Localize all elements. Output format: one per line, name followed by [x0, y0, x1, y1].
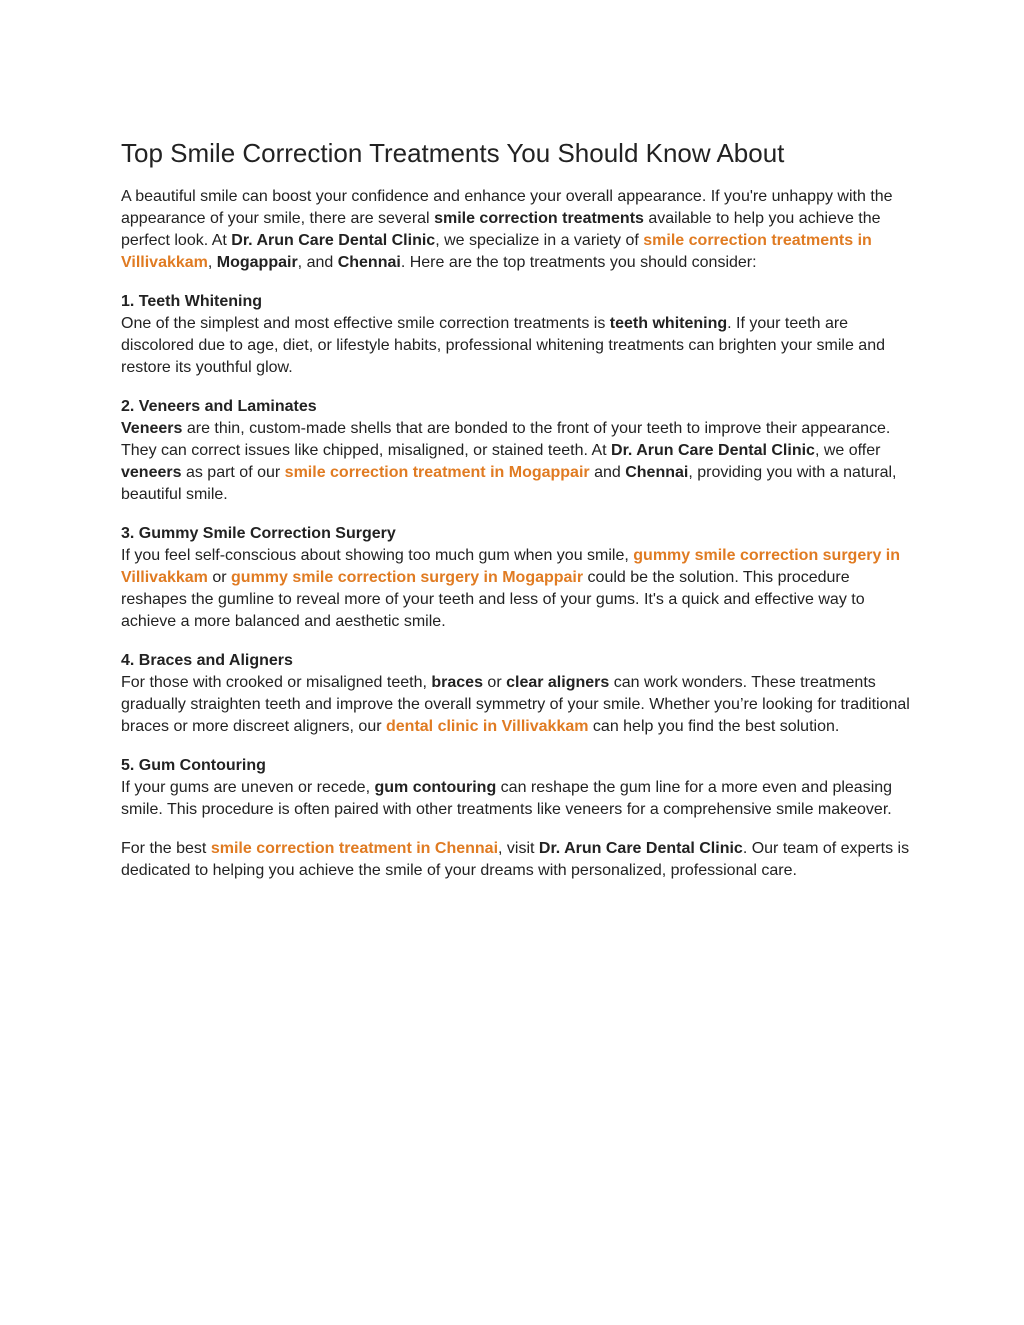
- section-veneers: [121, 396, 911, 506]
- clinic-name: Dr. Arun Care Dental Clinic: [538, 840, 743, 857]
- section-heading: 1. Teeth Whitening: [121, 293, 263, 310]
- section-heading: 2. Veneers and Laminates: [121, 398, 317, 415]
- text: For those with crooked or misaligned teeth,: [121, 674, 432, 691]
- intro-paragraph: [121, 186, 911, 274]
- text: , visit: [498, 840, 539, 857]
- bold-text: veneers: [121, 464, 182, 481]
- section-heading: 4. Braces and Aligners: [121, 652, 293, 669]
- bold-text: gum contouring: [374, 779, 497, 796]
- bold-text: smile correction treatments: [434, 210, 644, 227]
- text: and: [589, 464, 626, 481]
- text: ,: [207, 254, 217, 271]
- text: If you feel self-conscious about showing too much gum when you smile,: [121, 547, 634, 564]
- text: . If your teeth are discolored due to age, diet, or lifestyle habits, professional whitening treatments can brighten your smile and restore its youthful glow.: [121, 315, 885, 376]
- clinic-name: Dr. Arun Care Dental Clinic: [231, 232, 436, 249]
- bold-text: Chennai: [625, 464, 689, 481]
- section-heading: 3. Gummy Smile Correction Surgery: [121, 525, 396, 542]
- text: can work wonders. These treatments gradually straighten teeth and improve the overall symmetry of your smile. Whether you’re looking for traditional braces or more discreet aligners, our: [121, 674, 910, 735]
- text: For the best: [121, 840, 211, 857]
- link-gummy-smile-villivakkam[interactable]: gummy smile correction surgery in Villivakkam: [121, 547, 901, 586]
- text: are thin, custom-made shells that are bonded to the front of your teeth to improve their appearance. They can correct issues like chipped, misaligned, or stained teeth. At: [121, 420, 891, 459]
- text: If your gums are uneven or recede,: [121, 779, 375, 796]
- text: or: [207, 569, 232, 586]
- bold-text: braces: [431, 674, 483, 691]
- bold-text: Chennai: [337, 254, 401, 271]
- closing-paragraph: [121, 838, 911, 882]
- bold-text: Mogappair: [216, 254, 298, 271]
- section-teeth-whitening: [121, 291, 911, 379]
- text: , we specialize in a variety of: [435, 232, 644, 249]
- text: . Our team of experts is dedicated to helping you achieve the smile of your dreams with personalized, professional care.: [121, 840, 910, 879]
- text: One of the simplest and most effective smile correction treatments is: [121, 315, 610, 332]
- section-braces-aligners: [121, 650, 911, 738]
- text: . Here are the top treatments you should consider:: [400, 254, 757, 271]
- bold-text: clear aligners: [506, 674, 610, 691]
- bold-text: teeth whitening: [609, 315, 728, 332]
- text: , providing you with a natural, beautiful smile.: [121, 464, 897, 503]
- section-gummy-smile: [121, 523, 911, 633]
- text: , we offer: [814, 442, 881, 459]
- link-smile-correction-chennai[interactable]: smile correction treatment in Chennai: [210, 840, 499, 857]
- text: available to help you achieve the perfect look. At: [121, 210, 881, 249]
- link-smile-correction-villivakkam[interactable]: smile correction treatments in Villivakkam: [121, 232, 872, 271]
- text: can help you find the best solution.: [588, 718, 840, 735]
- text: could be the solution. This procedure reshapes the gumline to reveal more of your teeth and less of your gums. It's a quick and effective way to achieve a more balanced and aesthetic smile.: [121, 569, 865, 630]
- section-heading: 5. Gum Contouring: [121, 757, 266, 774]
- text: or: [482, 674, 507, 691]
- text: A beautiful smile can boost your confidence and enhance your overall appearance. If you're unhappy with the appearance of your smile, there are several: [121, 188, 893, 227]
- text: , and: [297, 254, 338, 271]
- link-gummy-smile-mogappair[interactable]: gummy smile correction surgery in Mogappair: [231, 569, 584, 586]
- section-gum-contouring: [121, 755, 911, 821]
- link-smile-correction-mogappair[interactable]: smile correction treatment in Mogappair: [284, 464, 590, 481]
- text: as part of our: [181, 464, 285, 481]
- link-dental-clinic-villivakkam[interactable]: dental clinic in Villivakkam: [386, 718, 589, 735]
- document-body: [121, 136, 911, 899]
- clinic-name: Dr. Arun Care Dental Clinic: [611, 442, 815, 459]
- page-title: Top Smile Correction Treatments You Should Know About: [121, 138, 785, 168]
- bold-text: Veneers: [121, 420, 183, 437]
- text: can reshape the gum line for a more even and pleasing smile. This procedure is often paired with other treatments like veneers for a comprehensive smile makeover.: [121, 779, 893, 818]
